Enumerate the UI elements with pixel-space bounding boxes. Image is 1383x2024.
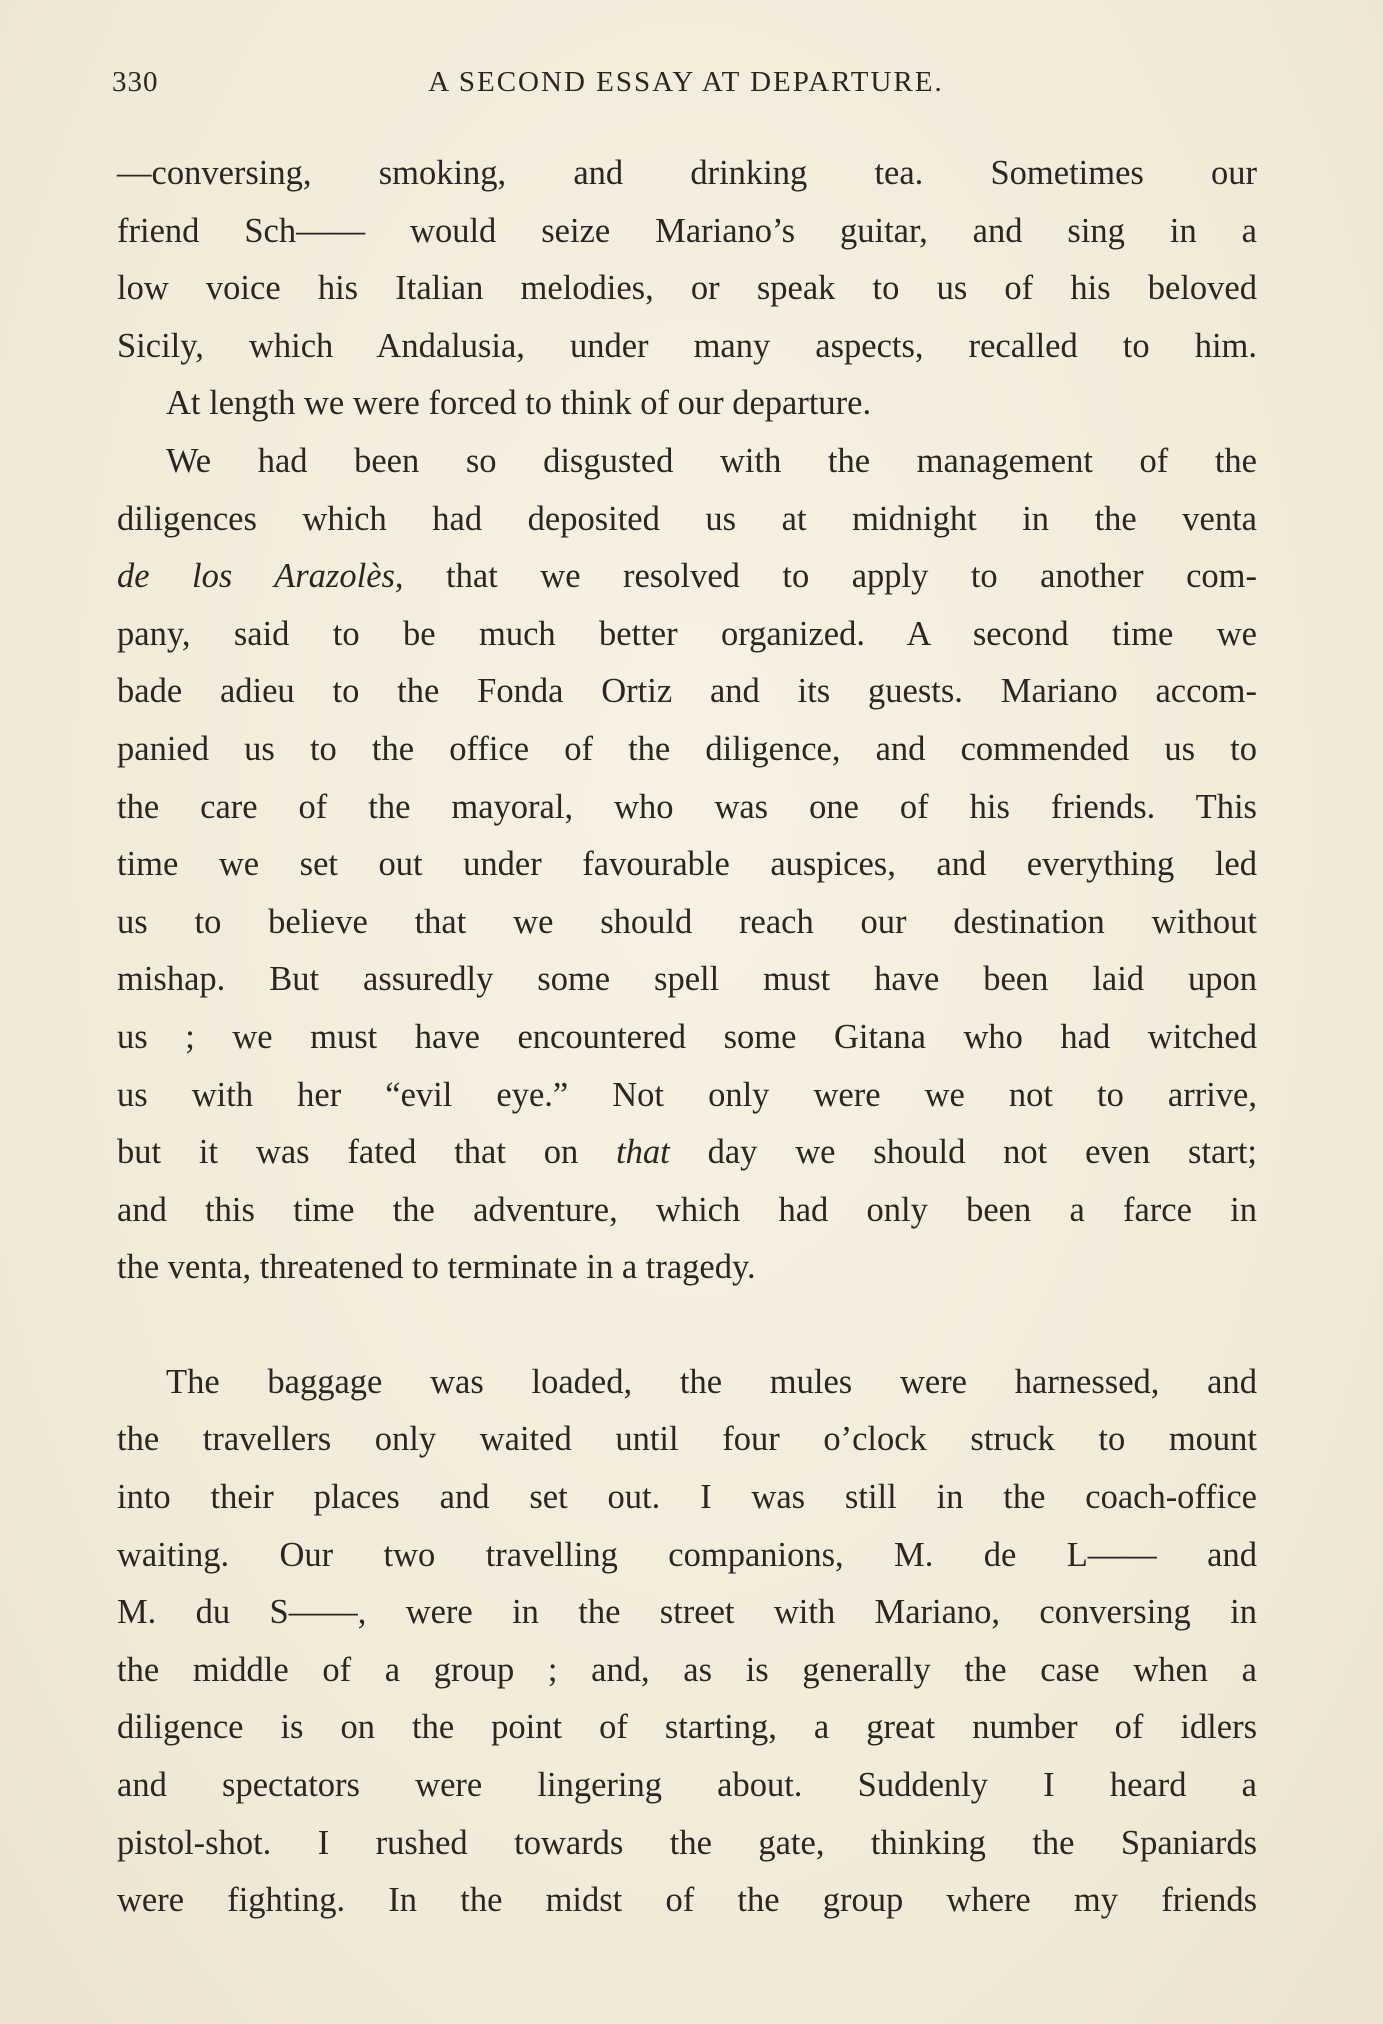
- text-line: were fighting. In the midst of the group where my friends: [117, 1881, 1257, 1920]
- text-line: M. du S——, were in the street with Mariano, conversing in: [117, 1593, 1257, 1632]
- text-line: the middle of a group ; and, as is generally the case when a: [117, 1650, 1257, 1689]
- text-segment: day we should not even start;: [669, 1133, 1258, 1172]
- text-line: pistol-shot. I rushed towards the gate, thinking the Spaniards: [117, 1823, 1257, 1862]
- body-text: [117, 145, 1257, 1930]
- text-segment: but it was fated that on: [117, 1133, 617, 1172]
- text-line: the travellers only waited until four o’clock struck to mount: [117, 1420, 1257, 1459]
- italic-word: that: [616, 1133, 670, 1172]
- running-head: A SECOND ESSAY AT DEPARTURE.: [428, 66, 944, 98]
- text-line: the care of the mayoral, who was one of his friends. This: [117, 787, 1257, 826]
- text-line: At length we were forced to think of our departure.: [166, 384, 872, 423]
- text-line: [117, 1124, 1257, 1182]
- text-line: panied us to the office of the diligence, and commended us to: [117, 729, 1257, 768]
- text-line: low voice his Italian melodies, or speak to us of his beloved: [117, 269, 1257, 308]
- text-line: mishap. But assuredly some spell must have been laid upon: [117, 960, 1257, 999]
- text-line: us ; we must have encountered some Gitana who had witched: [117, 1017, 1257, 1056]
- text-line: —conversing, smoking, and drinking tea. Sometimes our: [117, 154, 1257, 192]
- text-line: us with her “evil eye.” Not only were we not to arrive,: [117, 1075, 1257, 1114]
- text-line: Sicily, which Andalusia, under many aspects, recalled to him.: [117, 326, 1257, 365]
- page-header: [112, 66, 1260, 106]
- text-line: and spectators were lingering about. Suddenly I heard a: [117, 1766, 1257, 1805]
- text-line: the venta, threatened to terminate in a tragedy.: [117, 1248, 756, 1287]
- section-gap: [117, 1297, 1257, 1354]
- text-line: diligence is on the point of starting, a great number of idlers: [117, 1708, 1257, 1747]
- text-line: [117, 548, 1257, 606]
- text-line: The baggage was loaded, the mules were harnessed, and: [166, 1362, 1257, 1401]
- text-line: We had been so disgusted with the management of the: [166, 441, 1257, 480]
- text-line: us to believe that we should reach our destination without: [117, 902, 1257, 941]
- text-line: into their places and set out. I was still in the coach-office: [117, 1478, 1257, 1517]
- text-line: friend Sch—— would seize Mariano’s guitar, and sing in a: [117, 211, 1257, 250]
- page-number: 330: [112, 66, 159, 98]
- text-line: pany, said to be much better organized. A second time we: [117, 614, 1257, 653]
- text-line: diligences which had deposited us at midnight in the venta: [117, 499, 1257, 538]
- text-line: and this time the adventure, which had only been a farce in: [117, 1190, 1257, 1229]
- text-line: time we set out under favourable auspices, and everything led: [117, 845, 1257, 884]
- text-segment: that we resolved to apply to another com-: [403, 557, 1257, 596]
- italic-place-name: de los Arazolès,: [117, 557, 404, 596]
- text-line: bade adieu to the Fonda Ortiz and its guests. Mariano accom-: [117, 672, 1257, 711]
- text-line: waiting. Our two travelling companions, M. de L—— and: [117, 1535, 1257, 1574]
